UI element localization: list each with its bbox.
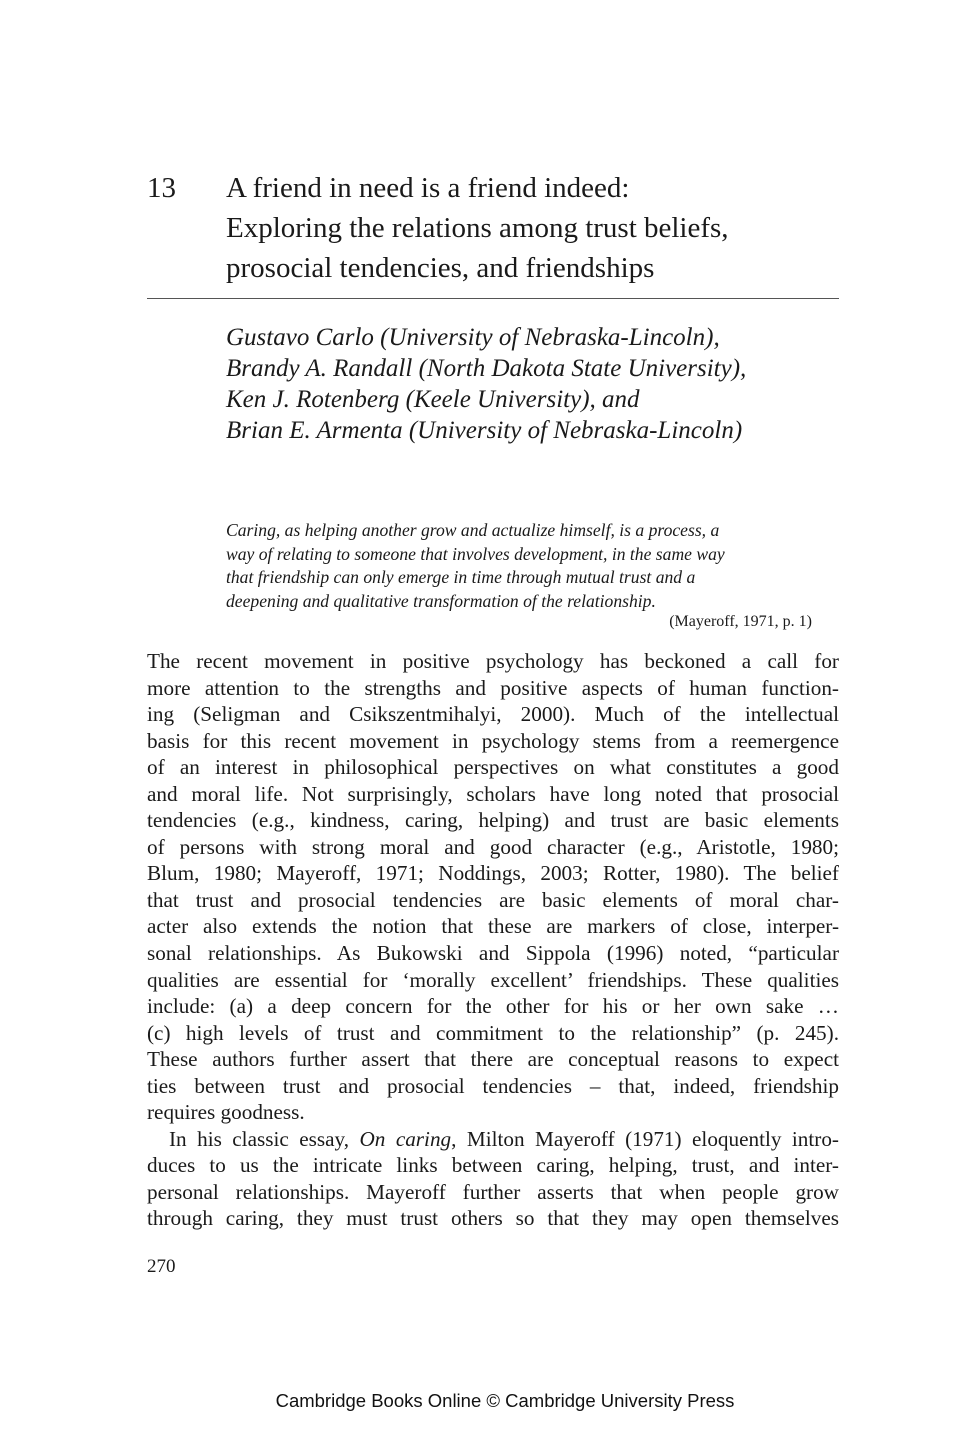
body-line: tendencies (e.g., kindness, caring, helping) and trust are basic elements	[147, 808, 839, 833]
body-line: acter also extends the notion that these are markers of close, interper-	[147, 914, 839, 939]
chapter-title-line: prosocial tendencies, and friendships	[226, 252, 655, 284]
author-line: Brian E. Armenta (University of Nebraska-Lincoln)	[226, 417, 743, 444]
chapter-title	[226, 168, 846, 288]
chapter-number: 13	[147, 172, 176, 204]
paragraph	[147, 1126, 839, 1232]
body-line: qualities are essential for ‘morally excellent’ friendships. These qualities	[147, 967, 839, 992]
epigraph-line: deepening and qualitative transformation of the relationship.	[226, 590, 656, 611]
chapter-title-line: Exploring the relations among trust beliefs,	[226, 212, 729, 244]
chapter-title-line: A friend in need is a friend indeed:	[226, 172, 630, 204]
text-run: In his classic essay,	[169, 1126, 360, 1151]
body-line: requires goodness.	[147, 1100, 305, 1125]
book-title-italic: On caring	[359, 1126, 452, 1151]
author-line: Ken J. Rotenberg (Keele University), and	[226, 386, 640, 413]
body-line: of an interest in philosophical perspectives on what constitutes a good	[147, 755, 839, 780]
author-list	[226, 322, 746, 446]
epigraph-line: that friendship can only emerge in time through mutual trust and a	[226, 567, 696, 587]
body-line: and moral life. Not surprisingly, scholars have long noted that prosocial	[147, 781, 839, 806]
title-rule-divider	[147, 298, 839, 299]
footer-copyright: Cambridge Books Online © Cambridge University Press	[275, 1390, 735, 1411]
text-run: , Milton Mayeroff (1971) eloquently intro-	[451, 1126, 839, 1151]
body-line	[147, 1126, 839, 1153]
epigraph-line: Caring, as helping another grow and actualize himself, is a process, a	[226, 520, 720, 540]
body-line: (c) high levels of trust and commitment to the relationship” (p. 245).	[147, 1020, 839, 1045]
body-line: that trust and prosocial tendencies are basic elements of moral char-	[147, 887, 839, 912]
body-text	[147, 648, 839, 1232]
body-line: basis for this recent movement in psychology stems from a reemergence	[147, 728, 839, 753]
body-line: These authors further assert that there are conceptual reasons to expect	[147, 1047, 839, 1072]
epigraph-citation: (Mayeroff, 1971, p. 1)	[669, 613, 812, 630]
body-line: sonal relationships. As Bukowski and Sippola (1996) noted, “particular	[147, 941, 839, 966]
body-line: Blum, 1980; Mayeroff, 1971; Noddings, 2003; Rotter, 1980). The belief	[147, 861, 839, 886]
epigraph-line: way of relating to someone that involves development, in the same way	[226, 543, 725, 564]
epigraph-quote	[226, 519, 816, 613]
body-line: of persons with strong moral and good character (e.g., Aristotle, 1980;	[147, 834, 839, 859]
body-line: duces to us the intricate links between caring, helping, trust, and inter-	[147, 1153, 839, 1178]
body-line: include: (a) a deep concern for the other for his or her own sake …	[147, 994, 839, 1019]
body-line: ing (Seligman and Csikszentmihalyi, 2000). Much of the intellectual	[147, 702, 839, 727]
body-line: through caring, they must trust others so that they may open themselves	[147, 1206, 839, 1231]
paragraph	[147, 648, 839, 1126]
body-line: The recent movement in positive psychology has beckoned a call for	[147, 649, 839, 673]
page-number: 270	[147, 1256, 176, 1277]
body-line: more attention to the strengths and positive aspects of human function-	[147, 675, 839, 700]
author-line: Gustavo Carlo (University of Nebraska-Lincoln),	[226, 324, 720, 351]
body-line: personal relationships. Mayeroff further asserts that when people grow	[147, 1179, 839, 1204]
author-line: Brandy A. Randall (North Dakota State University),	[226, 355, 747, 382]
body-line: ties between trust and prosocial tendencies – that, indeed, friendship	[147, 1073, 839, 1098]
